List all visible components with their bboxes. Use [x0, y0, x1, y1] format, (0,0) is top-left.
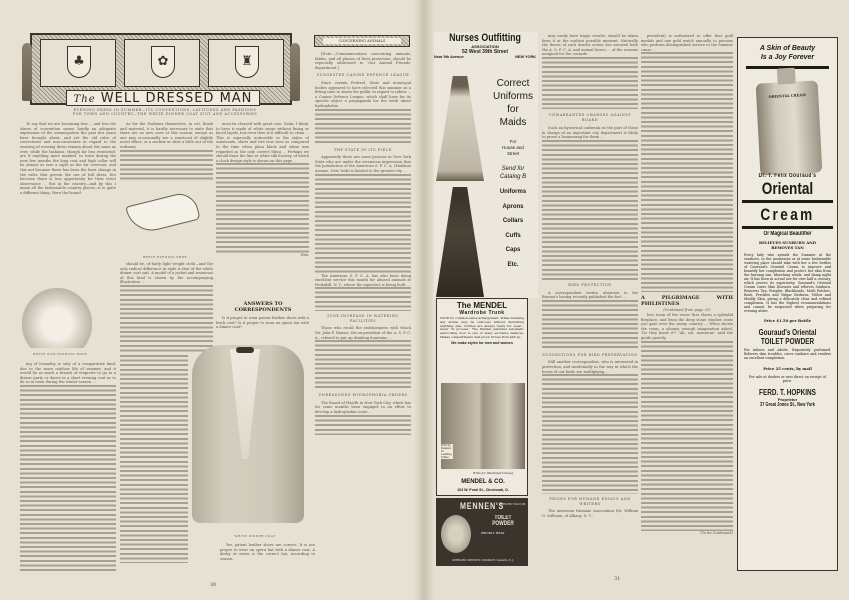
evening-shoe-illustration: [125, 190, 200, 236]
mennen-portrait: [441, 515, 471, 553]
article-column-2-continued: should be, of fairly light weight cloth—and the only radical difference in style is that of the white dinner coat suit. A model of a jacket and waistcoat of this kind is shown by the accompanying illustration ...: [120, 262, 213, 352]
hose-caption: WHITE SILK EVENING HOSE: [32, 352, 88, 356]
page-title: The WELL DRESSED MAN: [66, 90, 260, 106]
pilgrimage-heading: A PILGRIMAGE WITH PHILISTINES: [641, 295, 733, 307]
animals-heading-box: [314, 35, 410, 47]
coat-caption: WHITE DINNER COAT: [234, 534, 276, 538]
masthead-banner: [30, 33, 292, 105]
page-number: 31: [614, 576, 621, 582]
article-column-1-continued: ing of formality is only of a comparative kind, due to the more outdoor life of summer, and it would be as much a breach of etiquette to go to a dinner party or dance in a short evening coat as to do so in town during the winter season ...: [20, 362, 116, 572]
nurses-outfitting-ad: Nurses Outfitting ASSOCIATION 52 West 39th Street Near 5th Avenue NEW YORK Correct Uniforms for Maids For House and Street Send for Catalog B Uniforms Aprons Collars Cuffs Caps Etc.: [432, 32, 538, 298]
article-column-2: As for the Fashions themselves, in cut, finish and material, it is hardly necessary to state that there are no new ones at this season, except as one may occasionally see a waistcoat of slightly novel effect, or a necktie or shirt a little out of the ordinary.: [120, 122, 213, 182]
article-column-1: To say that we are becoming less ... and less the slaves of convention seems hardly an adequate expression of the emancipation the past few years have brought about, and yet the old rules of correctness and inaccurateness in regard to the wearing of evening dress remain about the same as ever, while the fashions, though far less restricted, are if anything more marked. In town during the next few months the long coat and high collar will be almost as rare a sight as the fur overcoat, and this not because there has been the least change in the rules that govern the use of full dress, but because there is less opportunity for their strict observance ... But in the country—and by this I mean all the fashionable country places—it is quite a different thing. Here the bound-: [20, 122, 116, 195]
crest-icon: ♜: [235, 46, 259, 78]
mennen-powder-ad: MENNEN'S BORATED TALCUM TOILET POWDER PRICKLY HEAT GERHARD MENNEN COMPANY, Newark, N. J.: [436, 498, 528, 566]
maid-figure-illustration: [436, 187, 484, 297]
animals-column: [Note.—Communications concerning animals, fables, and all phases of their protection, should be especially addressed to 'Our Animal Friends' department.] SUGGESTED CANINE DEFENCE LEAGUE Since certain Federal, State and municipal bodies appeared to have selected this summer as a fitting time to alarm the public in regard to rabies ... a Canine Defence League, which shall have for its specific object a propaganda for the truth about hydrophobia. THE STATE IN ITS FIELD Apparently there are some persons in New York State who are under the erroneous impression that the jurisdiction of the American S. P. C. A. (Madison Avenue, New York) is limited to the greater city ... The American S. P. C. A. has also been doing excellent service this month for abused animals at Peekskill, N. Y., where the aqueduct is being built ... JUNE INCREASE IN WATERING FACILITIES Those who recall the stubbornness with which Mr. John P. Haines, the ex-president of the A. S. P. C. A., refused to put up drinking fountains ... UNREASONED HYDROPHOBIA ORDERS The Board of Health in New York City, which has for some months been engaged in an effort to develop a hydrophobia scare ...: [315, 52, 411, 572]
cream-bottle-illustration: ORIENTAL CREAM: [756, 80, 823, 175]
courtier-figure-icon: [290, 43, 300, 101]
article-subtitle: EVENING DRESS IN SUMMER—ITS CONVENTIONS, LATITUDES AND FASHIONS FOR TOWN AND COUNTRY—THE WHITE DINNER COAT SUIT AND ACCESSORIES: [72, 108, 258, 116]
crest-icon: ♣: [67, 46, 91, 78]
awards-and-pilgrimage-column: president) is authorized to offer four gold medals and one gold watch annually to persons who perform distinguished service in the humane cause ... A PILGRIMAGE WITH PHILISTINES (Continued from page 31) less room of the tower that shows a splendid fireplace, and from the deep stone window seats you gaze over the sunny country ... When shown the room, a gloomy enough imagination asked, 'Do they know it?' 'Ah, oui, monsieur,' said the guide gravely. (To be Continued): [641, 34, 733, 535]
bow-tie-icon: [236, 347, 254, 353]
page-number: 30: [210, 582, 217, 588]
animals-heading: CONCERNING ANIMALS: [323, 38, 401, 44]
shoe-caption: WHITE EVENING SHOE: [142, 255, 188, 259]
article-column-2-lower: [120, 355, 188, 563]
left-page: [0, 0, 424, 600]
answers-question: Is it proper to wear patent leather shoes with a frock coat? Is it proper to wear an opera hat with a dinner coat?: [216, 316, 309, 330]
wardrobe-trunk-illustration: [441, 383, 525, 469]
answers-heading: ANSWERS TO CORRESPONDENTS: [234, 301, 292, 313]
right-page: [424, 0, 849, 600]
dinner-coat-illustration: [192, 345, 304, 523]
mendel-trunk-ad: The MENDEL Wardrobe Trunk NOTE its common-sense arrangement. While traveling any article may be removed without disturbing anything else. Clothes are always ready for wear—never 'in process.' The Mendel patented automatic self-locking door is one of many exclusive features. Makes compartments dust proof. Prices from $45 up. We make styles for men and women Sold by Dealers in Leading Cities Write for Illustrated Catalog MENDEL & CO. 103 W. Pearl St., Cincinnati, O.: [436, 298, 528, 496]
crest-icon: ✿: [151, 46, 175, 78]
silk-hose-illustration: [22, 288, 92, 348]
article-column-3: must be cleaned with great care. Satin, I think, to have it made of white serge without lining or faced lapels, but even then it is difficult to clean ... This is especially noticeable in the styles of waistcoats, shirts and ties now seen as compared to the time when plain black and white was regarded as the only correct thing ... Perhaps we should draw the line at white silk hosiery, of which a clock design style is shown on this page ... Hex.: [216, 122, 309, 258]
answers-reply: Yes, patent leather shoes are correct. It is not proper to wear an opera hat with a dinner coat. A derby or straw is the correct hat, according to season.: [220, 543, 315, 561]
oriental-cream-ad: A Skin of Beauty Is a Joy Forever ORIENTAL CREAM Dr. T. Felix Gouraud's Oriental Cream Or Magical Beautifier RELIEVES SUNBURN AND REMOVES TAN Every lady who spends the Summer at the seashore, in the mountains or at some fashionable watering place should take with her a few bottles of Gouraud's Oriental Cream to improve and beautify her complexion and protect her skin from the burning sun, bleaching winds, and damp night air. It has been in actual use for over half a century, which proves its superiority. Gouraud's Oriental Cream cures Skin Diseases and relieves Sunburn. Removes Tan, Pimples, Blackheads, Moth Patches, Rash, Freckles and Vulgar Redness, Yellow and Muddy Skin, giving a delicately clear and refined complexion. It has the highest recommendations and cannot be surpassed when preparing for evening attire. Price $1.50 per Bottle Gouraud's Oriental TOILET POWDER For infants and adults. Exquisitely perfumed. Relieves skin troubles, cures sunburn and renders an excellent complexion. Price 25 cents, by mail For sale at dealers or sent direct on receipt of price. FERD. T. HOPKINS Proprietor 37 Great Jones St., New York: [737, 37, 838, 571]
maid-figure-illustration: [436, 76, 484, 181]
page-gutter: [414, 0, 434, 600]
courtier-figure-icon: [22, 43, 32, 101]
animals-column-continued: may easily have tragic results, should be taken from it at the earliest possible moment. Naturally the threat of such drastic action has aroused both the A. S. P. C. A. and animal lovers ... of the reasons assigned for the crusade. UNWARRANTED CHARGES AGAINST BOARD Such an hysterical outbreak on the part of those in charge of an important city department is likely to prove a boomerang for them ... BIRD PROTECTION A correspondent invites attention to the Bureau's having recently published the fact ... SUGGESTIONS FOR BIRD PRESERVATION Still another correspondent, who is interested in protection, and incidentally in the way in which the bones of our birds are multiplying ... PRIZES FOR HUMANE ESSAYS AND WRITERS The American Humane Association (Dr. William O. Stillman, of Albany, N. Y.,: [542, 34, 638, 518]
